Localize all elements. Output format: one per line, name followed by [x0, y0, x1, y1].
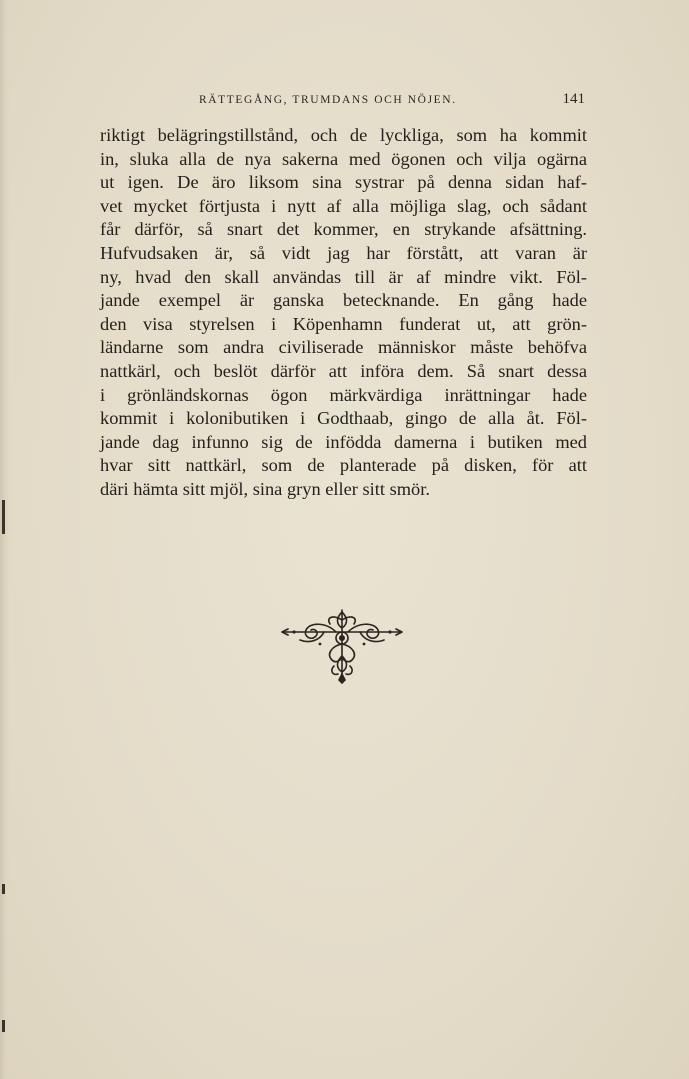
running-head — [103, 92, 585, 112]
text-line: får därför, så snart det kommer, en strykande afsättning. — [100, 219, 587, 240]
text-line: jande exempel är ganska betecknande. En gång hade — [100, 290, 587, 311]
text-line: in, sluka alla de nya sakerna med ögonen och vilja ogärna — [100, 148, 587, 169]
text-line-last: däri hämta sitt mjöl, sina gryn eller sitt smör. — [100, 478, 430, 499]
binding-thread-mark — [2, 884, 5, 894]
text-line: jande dag infunno sig de infödda damerna i butiken med — [100, 431, 587, 452]
page-number: 141 — [562, 91, 585, 107]
text-line: ut igen. De äro liksom sina systrar på denna sidan haf- — [100, 172, 587, 193]
text-line: kommit i kolonibutiken i Godthaab, gingo de alla åt. Föl- — [100, 408, 587, 429]
text-line: Hufvudsaken är, så vidt jag har förstått, att varan är — [100, 242, 587, 263]
page-binding-edge — [0, 0, 10, 1079]
running-head-title: RÄTTEGÅNG, TRUMDANS OCH NÖJEN. — [199, 94, 457, 106]
text-line: ländarne som andra civiliserade människor måste behöfva — [100, 337, 587, 358]
text-line: den visa styrelsen i Köpenhamn funderat ut, att grön- — [100, 313, 587, 334]
text-line: hvar sitt nattkärl, som de planterade på disken, för att — [100, 455, 587, 476]
floral-tailpiece-icon — [280, 608, 404, 684]
body-paragraph — [100, 124, 587, 502]
text-line: ny, hvad den skall användas till är af mindre vikt. Föl- — [100, 266, 587, 287]
binding-thread-mark — [2, 500, 5, 534]
text-line: vet mycket förtjusta i nytt af alla möjliga slag, och sådant — [100, 195, 587, 216]
text-line: i grönländskornas ögon märkvärdiga inrättningar hade — [100, 384, 587, 405]
text-line: nattkärl, och beslöt därför att införa dem. Så snart dessa — [100, 360, 587, 381]
binding-thread-mark — [2, 1020, 5, 1032]
text-line: riktigt belägringstillstånd, och de lyckliga, som ha kommit — [100, 125, 587, 145]
